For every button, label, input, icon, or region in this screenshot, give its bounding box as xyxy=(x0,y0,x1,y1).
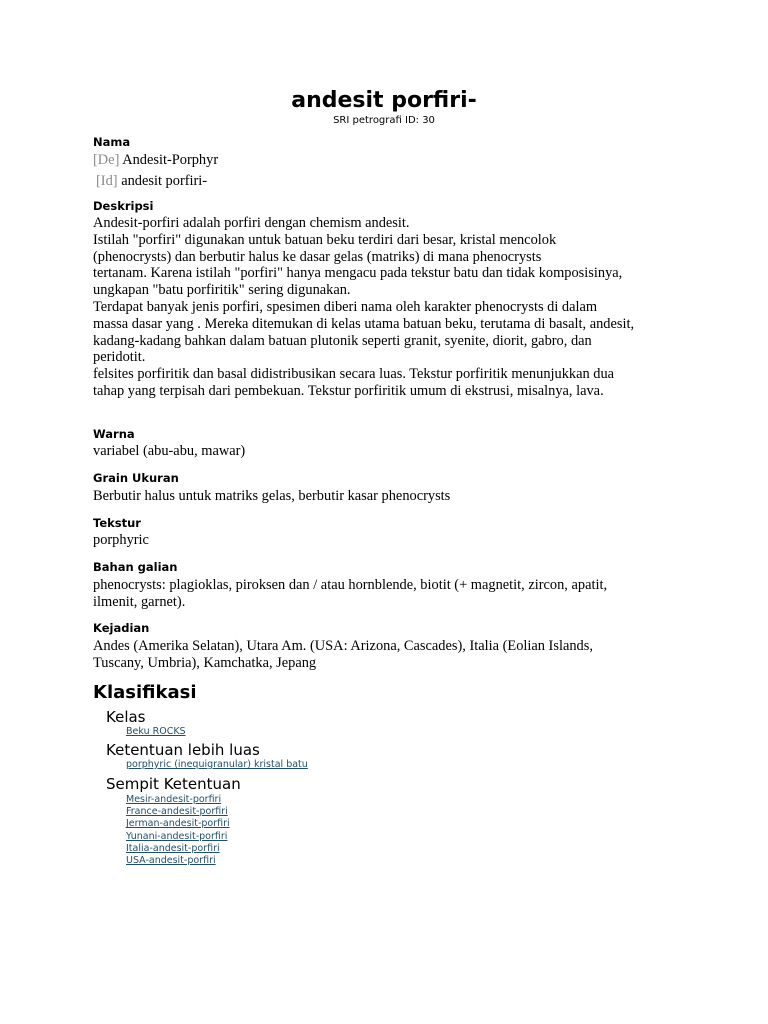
sempit-link-france[interactable]: France-andesit-porfiri xyxy=(126,806,228,818)
sempit-link-yunani[interactable]: Yunani-andesit-porfiri xyxy=(126,830,228,842)
page-title: andesit porfiri- xyxy=(291,88,477,113)
nama-label: Nama xyxy=(93,135,131,149)
deskripsi-label: Deskripsi xyxy=(93,199,154,213)
grain-label: Grain Ukuran xyxy=(93,471,179,485)
deskripsi-line: Andesit-porfiri adalah porfiri dengan chemism andesit. xyxy=(93,215,410,231)
tekstur-label: Tekstur xyxy=(93,516,141,530)
tekstur-text xyxy=(93,532,693,549)
deskripsi-line: tertanam. Karena istilah "porfiri" hanya mengacu pada tekstur batu dan tidak komposisinya, xyxy=(93,265,623,282)
kelas-link[interactable]: Beku ROCKS xyxy=(126,726,186,737)
bahan-label: Bahan galian xyxy=(93,560,178,574)
name-entry-id xyxy=(96,172,207,190)
sempit-ketentuan-links xyxy=(126,794,230,867)
warna-text xyxy=(93,443,693,460)
grain-text xyxy=(93,488,693,505)
deskripsi-line: peridotit. xyxy=(93,349,146,366)
deskripsi-line: felsites porfiritik dan basal didistribusikan secara luas. Tekstur porfiritik menunjukkan dua xyxy=(93,366,615,383)
deskripsi-text xyxy=(93,215,693,400)
deskripsi-line: tahap yang terpisah dari pembekuan. Tekstur porfiritik umum di ekstrusi, misalnya, lava. xyxy=(93,382,604,399)
warna-label: Warna xyxy=(93,427,135,441)
kejadian-text xyxy=(93,638,693,672)
deskripsi-line: (phenocrysts) dan berbutir halus ke dasar gelas (matriks) di mana phenocrysts xyxy=(93,248,542,265)
sempit-link-usa[interactable]: USA-andesit-porfiri xyxy=(126,855,216,867)
page-subtitle: SRI petrografi ID: 30 xyxy=(333,115,435,126)
name-value-id: andesit porfiri- xyxy=(121,173,208,189)
sempit-link-jerman[interactable]: Jerman-andesit-porfiri xyxy=(126,818,230,830)
ketentuan-luas-heading: Ketentuan lebih luas xyxy=(106,741,260,759)
grain-line: Berbutir halus untuk matriks gelas, berbutir kasar phenocrysts xyxy=(93,488,451,504)
warna-line: variabel (abu-abu, mawar) xyxy=(93,443,246,459)
sempit-link-mesir[interactable]: Mesir-andesit-porfiri xyxy=(126,794,222,805)
deskripsi-line: Istilah "porfiri" digunakan untuk batuan beku terdiri dari besar, kristal mencolok xyxy=(93,231,557,248)
kejadian-label: Kejadian xyxy=(93,621,150,635)
deskripsi-line: kadang-kadang bahkan dalam batuan plutonik seperti granit, syenite, diorit, gabro, dan xyxy=(93,332,592,349)
deskripsi-line: Terdapat banyak jenis porfiri, spesimen diberi nama oleh karakter phenocrysts di dalam xyxy=(93,298,598,315)
lang-tag-id: [Id] xyxy=(96,173,118,189)
deskripsi-line: ungkapan "batu porfiritik" sering digunakan. xyxy=(93,282,351,299)
sempit-ketentuan-heading: Sempit Ketentuan xyxy=(106,775,241,793)
ketentuan-luas-link[interactable]: porphyric (inequigranular) kristal batu xyxy=(126,759,308,770)
deskripsi-line: massa dasar yang . Mereka ditemukan di kelas utama batuan beku, terutama di basalt, andesit, xyxy=(93,315,635,332)
bahan-line: phenocrysts: plagioklas, piroksen dan / atau hornblende, biotit (+ magnetit, zircon, apatit, xyxy=(93,577,608,593)
bahan-line: ilmenit, garnet). xyxy=(93,593,186,610)
bahan-text xyxy=(93,577,693,611)
kejadian-line: Tuscany, Umbria), Kamchatka, Jepang xyxy=(93,654,317,671)
sempit-link-italia[interactable]: Italia-andesit-porfiri xyxy=(126,842,220,854)
lang-tag-de: [De] xyxy=(93,152,120,168)
name-value-de: Andesit-Porphyr xyxy=(122,152,219,168)
tekstur-line: porphyric xyxy=(93,532,149,548)
kejadian-line: Andes (Amerika Selatan), Utara Am. (USA: Arizona, Cascades), Italia (Eolian Islands, xyxy=(93,638,593,654)
kelas-heading: Kelas xyxy=(106,708,146,726)
klasifikasi-heading: Klasifikasi xyxy=(93,682,197,703)
name-entry-de xyxy=(93,151,218,169)
